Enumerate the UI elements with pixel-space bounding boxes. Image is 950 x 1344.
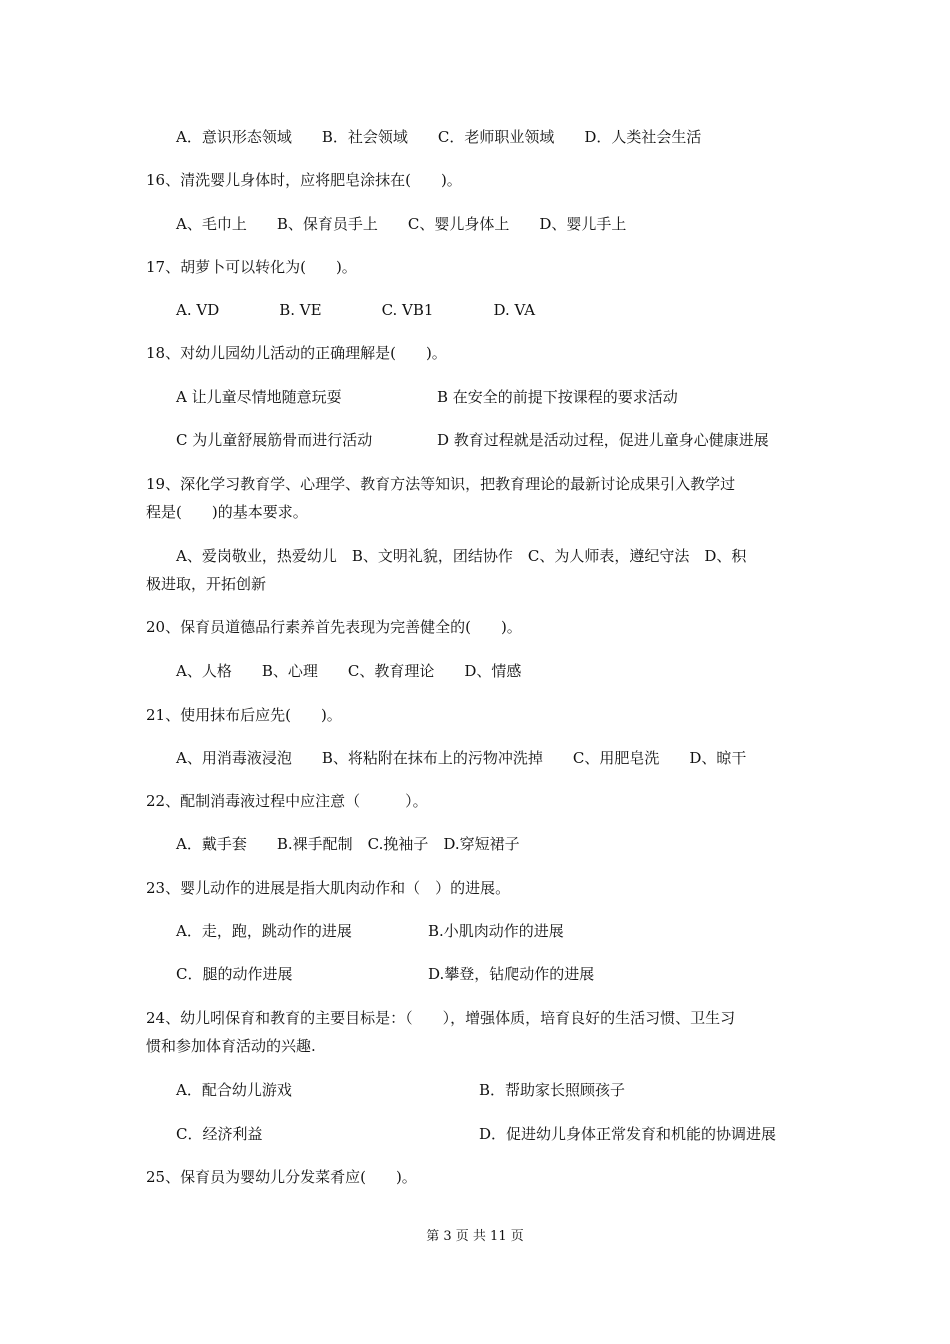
q23-option-d: D.攀登，钻爬动作的进展 — [428, 965, 595, 983]
q20-options: A、人格 B、心理 C、教育理论 D、情感 — [176, 662, 522, 680]
q16-stem: 16、清洗婴儿身体时，应将肥皂涂抹在( )。 — [146, 171, 462, 189]
q18-option-d: D 教育过程就是活动过程，促进儿童身心健康进展 — [437, 431, 769, 449]
q23-option-b: B.小肌肉动作的进展 — [428, 922, 564, 940]
q16-options: A、毛巾上 B、保育员手上 C、婴儿身体上 D、婴儿手上 — [176, 215, 627, 233]
q22-stem: 22、配制消毒液过程中应注意（ ）。 — [146, 792, 428, 810]
q25-stem: 25、保育员为婴幼儿分发菜肴应( )。 — [146, 1168, 417, 1186]
q23-option-a: A．走，跑，跳动作的进展 — [176, 922, 352, 940]
q15-options: A．意识形态领域 B．社会领域 C．老师职业领域 D．人类社会生活 — [176, 128, 702, 146]
q23-option-c: C．腿的动作进展 — [176, 965, 293, 983]
q24-option-c: C．经济利益 — [176, 1125, 263, 1143]
q24-option-a: A．配合幼儿游戏 — [176, 1081, 292, 1099]
q17-options: A. VD B. VE C. VB1 D. VA — [176, 301, 536, 319]
q18-stem: 18、对幼儿园幼儿活动的正确理解是( )。 — [146, 344, 447, 362]
q24-option-b: B．帮助家长照顾孩子 — [479, 1081, 626, 1099]
q24-stem-line1: 24、幼儿吲保育和教育的主要目标是：（ ），增强体质，培育良好的生活习惯、卫生习 — [146, 1009, 736, 1027]
page-number-footer: 第 3 页 共 11 页 — [426, 1229, 524, 1244]
q19-stem-line2: 程是( )的基本要求。 — [146, 503, 308, 521]
q20-stem: 20、保育员道德品行素养首先表现为完善健全的( )。 — [146, 618, 522, 636]
q18-option-b: B 在安全的前提下按课程的要求活动 — [437, 388, 678, 406]
q19-options-line1: A、爱岗敬业，热爱幼儿 B、文明礼貌，团结协作 C、为人师表，遵纪守法 D、积 — [176, 547, 747, 565]
q19-stem-line1: 19、深化学习教育学、心理学、教育方法等知识，把教育理论的最新讨论成果引入教学过 — [146, 475, 736, 493]
q23-stem: 23、婴儿动作的进展是指大肌肉动作和（ ）的进展。 — [146, 879, 511, 897]
q21-stem: 21、使用抹布后应先( )。 — [146, 706, 342, 724]
q17-stem: 17、胡萝卜可以转化为( )。 — [146, 258, 357, 276]
q18-option-c: C 为儿童舒展筋骨而进行活动 — [176, 431, 373, 449]
q18-option-a: A 让儿童尽情地随意玩耍 — [176, 388, 342, 406]
q19-options-line2: 极进取，开拓创新 — [146, 575, 267, 593]
q24-stem-line2: 惯和参加体育活动的兴趣. — [146, 1037, 316, 1055]
q21-options: A、用消毒液浸泡 B、将粘附在抹布上的污物冲洗掉 C、用肥皂洗 D、晾干 — [176, 749, 747, 767]
q24-option-d: D．促进幼儿身体正常发育和机能的协调进展 — [479, 1125, 777, 1143]
q22-options: A．戴手套 B.裸手配制 C.挽袖子 D.穿短裙子 — [176, 835, 520, 853]
